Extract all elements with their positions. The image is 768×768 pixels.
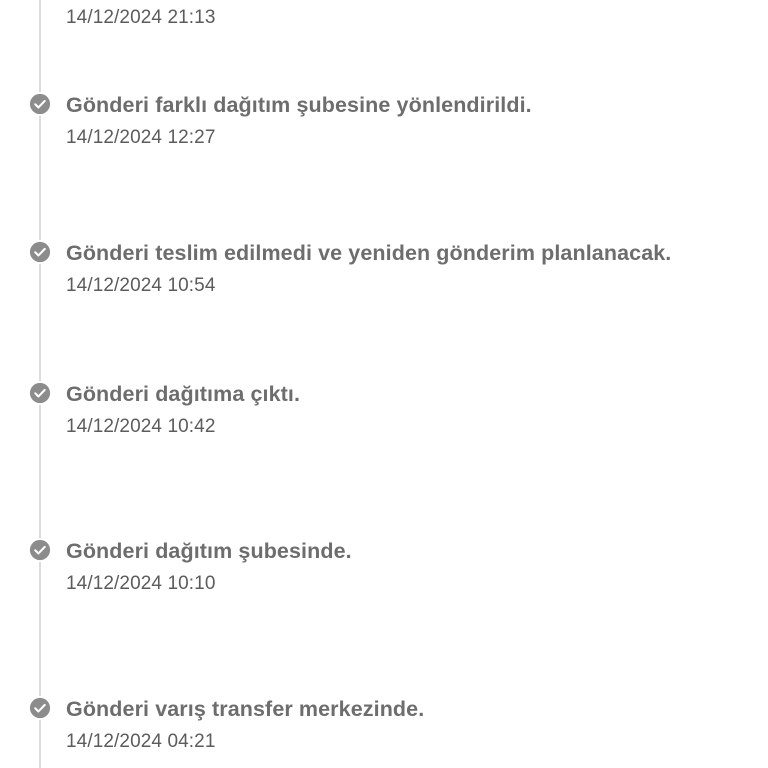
- timeline-event[interactable]: [0, 88, 768, 153]
- event-timestamp: 14/12/2024 10:42: [66, 416, 216, 437]
- timeline-event[interactable]: [0, 377, 768, 442]
- timeline-event[interactable]: [0, 534, 768, 599]
- timeline-event[interactable]: [0, 692, 768, 757]
- event-title: Gönderi farklı dağıtım şubesine yönlendirildi.: [66, 93, 532, 117]
- check-circle-icon: [28, 696, 52, 720]
- event-timestamp: 14/12/2024 10:54: [66, 275, 216, 296]
- check-circle-icon: [28, 381, 52, 405]
- event-timestamp: 14/12/2024 04:21: [66, 731, 216, 752]
- event-title: Gönderi teslim edilmedi ve yeniden gönderim planlanacak.: [66, 241, 672, 265]
- timeline-event-partial: [0, 0, 768, 36]
- event-title: Gönderi dağıtım şubesinde.: [66, 539, 352, 563]
- check-circle-icon: [28, 92, 52, 116]
- check-circle-icon: [28, 240, 52, 264]
- event-timestamp: 14/12/2024 12:27: [66, 127, 216, 148]
- event-timestamp: 14/12/2024 21:13: [66, 7, 216, 28]
- event-timestamp: 14/12/2024 10:10: [66, 573, 216, 594]
- event-title: Gönderi varış transfer merkezinde.: [66, 697, 425, 721]
- check-circle-icon: [28, 538, 52, 562]
- event-title: Gönderi dağıtıma çıktı.: [66, 382, 301, 406]
- timeline-event[interactable]: [0, 236, 768, 301]
